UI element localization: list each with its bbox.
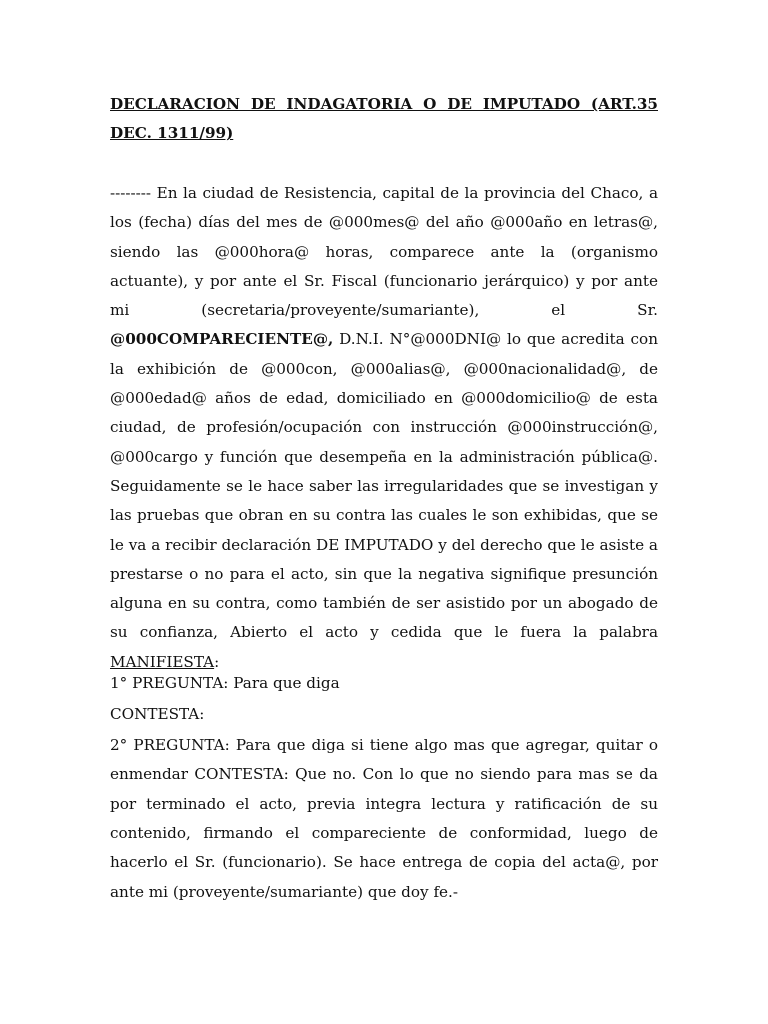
declaration-text-part1: -------- En la ciudad de Resistencia, capital de la provincia del Chaco, a los (fecha) días del mes de @000mes@ del año @000año en letras@, siendo las @000hora@ horas, comparece ante la (organismo actuante), y por ante el Sr. Fiscal (funcionario jerárquico) y por ante mi (secretaria/proveyente/sumariante), el Sr. — [110, 184, 658, 320]
closing-paragraph: 2° PREGUNTA: Para que diga si tiene algo mas que agregar, quitar o enmendar CONTESTA: Que no. Con lo que no siendo para mas se da por terminado el acto, previa integra lectura y ratificación de su contenido, firmando el compareciente de conformidad, luego de hacerlo el Sr. (funcionario). Se hace entrega de copia del acta@, por ante mi (proveyente/sumariante) que doy fe.- — [110, 736, 658, 901]
manifiesta-label: MANIFIESTA — [110, 652, 215, 671]
declaration-text-part2: D.N.I. N°@000DNI@ lo que acredita con la exhibición de @000con, @000alias@, @000nacionalidad@, de @000edad@ años de edad, domiciliado en @000domicilio@ de esta ciudad, de profesión/ocupación con instrucción @000instrucción@, @000cargo y función que desempeña en la administración pública@. Seguidamente se le hace saber las irregularidades que se investigan y las pruebas que obran en su contra las cuales le son exhibidas, que se le va a recibir declaración DE IMPUTADO y del derecho que le asiste a prestarse o no para el acto, sin que la negativa signifique presunción alguna en su contra, como también de ser asistido por un abogado de su confianza, Abierto el acto y cedida que le fuera la palabra — [110, 330, 658, 642]
document-title: DECLARACION DE INDAGATORIA O DE IMPUTADO (ART.35 DEC. 1311/99) — [110, 95, 658, 142]
compareciente-field: @000COMPARECIENTE@, — [110, 330, 334, 349]
document-body — [110, 90, 658, 907]
question-1: 1° PREGUNTA: Para que diga — [110, 674, 340, 693]
contesta-label: CONTESTA: — [110, 705, 205, 724]
declaration-paragraph — [110, 179, 658, 677]
title-spacer — [110, 148, 658, 179]
declaration-text-part3: : — [214, 652, 220, 671]
